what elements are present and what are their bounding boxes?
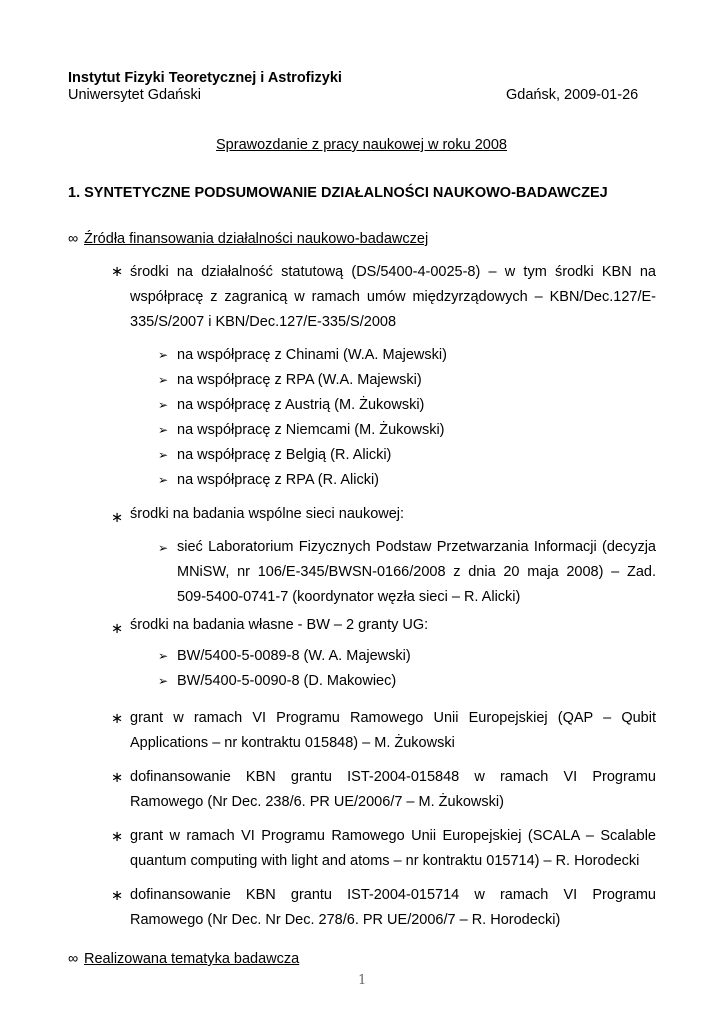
list-item-grant-qap: grant w ramach VI Programu Ramowego Unii Europejskiej (QAP – Qubit Applications – nr kontraktu 015848) – M. Żukowski xyxy=(130,710,656,751)
sub-item-bw-makowiec: ➢ BW/5400-5-0090-8 (D. Makowiec) xyxy=(158,673,397,689)
list-item-own-research: środki na badania własne - BW – 2 granty UG: xyxy=(130,617,429,633)
star-bullet-icon: ∗ xyxy=(111,770,124,786)
place-date: Gdańsk, 2009-01-26 xyxy=(506,87,639,103)
sub-item-china: ➢ na współpracę z Chinami (W.A. Majewski) xyxy=(158,347,447,363)
sub-item-rpa-alicki: ➢ na współpracę z RPA (R. Alicki) xyxy=(158,472,379,488)
arrow-bullet-icon: ➢ xyxy=(158,473,169,487)
sub-item-network-lab: sieć Laboratorium Fizycznych Podstaw Przetwarzania Informacji (decyzja MNiSW, nr 106/E-345/BWSN-0166/2008 z dnia 20 maja 2008) – Zad. 509-5400-0741-7 (koordynator węzła sieci – R. Alicki) xyxy=(177,539,656,605)
sub-item-germany: ➢ na współpracę z Niemcami (M. Żukowski) xyxy=(158,422,445,438)
list-item-kbn-015714: dofinansowanie KBN grantu IST-2004-015714 w ramach VI Programu Ramowego (Nr Dec. Nr Dec. 278/6. PR UE/2006/7 – R. Horodecki) xyxy=(130,887,656,928)
university-name: Uniwersytet Gdański xyxy=(68,87,201,103)
list-item-kbn-015848: dofinansowanie KBN grantu IST-2004-015848 w ramach VI Programu Ramowego (Nr Dec. 238/6. PR UE/2006/7 – M. Żukowski) xyxy=(130,769,656,810)
sub-item-belgium: ➢ na współpracę z Belgią (R. Alicki) xyxy=(158,447,392,463)
arrow-bullet-icon: ➢ xyxy=(158,649,169,663)
research-heading-text: Realizowana tematyka badawcza xyxy=(84,951,300,967)
arrow-bullet-icon: ➢ xyxy=(158,541,169,555)
arrow-bullet-icon: ➢ xyxy=(158,674,169,688)
arrow-bullet-icon: ➢ xyxy=(158,398,169,412)
star-bullet-icon: ∗ xyxy=(111,621,124,637)
research-heading xyxy=(68,951,299,967)
report-title: Sprawozdanie z pracy naukowej w roku 2008 xyxy=(216,137,507,153)
star-bullet-icon: ∗ xyxy=(111,829,124,845)
funding-heading xyxy=(68,231,428,247)
list-item-grant-scala: grant w ramach VI Programu Ramowego Unii Europejskiej (SCALA – Scalable quantum computing with light and atoms – nr kontraktu 015714) – R. Horodecki xyxy=(130,828,656,869)
sub-item-rpa-majewski: ➢ na współpracę z RPA (W.A. Majewski) xyxy=(158,372,422,388)
funding-heading-text: Źródła finansowania działalności naukowo-badawczej xyxy=(84,231,429,247)
star-bullet-icon: ∗ xyxy=(111,711,124,727)
star-bullet-icon: ∗ xyxy=(111,888,124,904)
sub-item-austria: ➢ na współpracę z Austrią (M. Żukowski) xyxy=(158,397,425,413)
infinity-bullet-icon: ∞ xyxy=(68,951,79,967)
arrow-bullet-icon: ➢ xyxy=(158,373,169,387)
star-bullet-icon: ∗ xyxy=(111,510,124,526)
list-item-network: środki na badania wspólne sieci naukowej: xyxy=(130,506,405,522)
page-number: 1 xyxy=(358,973,367,988)
list-item-statutory: środki na działalność statutową (DS/5400-4-0025-8) – w tym środki KBN na współpracę z zagranicą w ramach umów międzyrządowych – KBN/Dec.127/E- 335/S/2007 i KBN/Dec.127/E-335/S/2008 xyxy=(130,264,656,330)
arrow-bullet-icon: ➢ xyxy=(158,348,169,362)
institute-name: Instytut Fizyki Teoretycznej i Astrofizyki xyxy=(68,70,342,86)
arrow-bullet-icon: ➢ xyxy=(158,448,169,462)
star-bullet-icon: ∗ xyxy=(111,264,124,280)
section1-heading: 1. SYNTETYCZNE PODSUMOWANIE DZIAŁALNOŚCI NAUKOWO-BADAWCZEJ xyxy=(68,185,608,201)
infinity-bullet-icon: ∞ xyxy=(68,231,79,247)
arrow-bullet-icon: ➢ xyxy=(158,423,169,437)
sub-item-bw-majewski: ➢ BW/5400-5-0089-8 (W. A. Majewski) xyxy=(158,648,411,664)
